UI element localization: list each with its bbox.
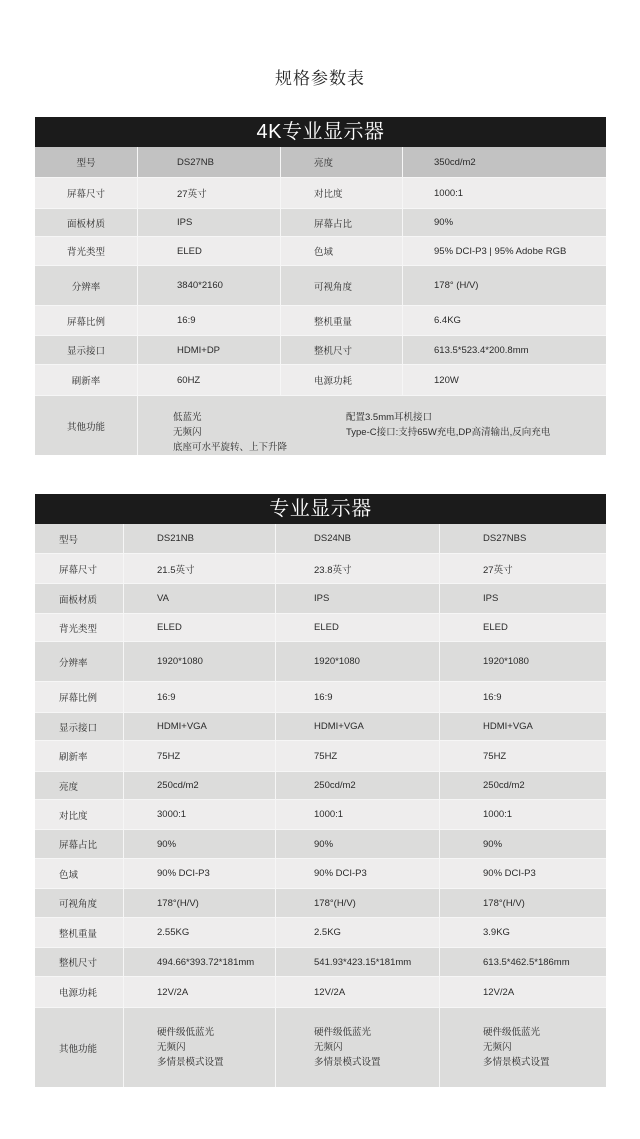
row-label: 对比度	[280, 178, 402, 208]
table-row	[35, 553, 606, 583]
row-label: 整机尺寸	[59, 958, 98, 969]
feature-text: 无频闪	[173, 427, 202, 438]
row-value: 178°(H/V)	[275, 889, 439, 917]
table-row	[35, 712, 606, 740]
row-label: 整机重量	[59, 928, 98, 940]
other-functions-left	[173, 410, 287, 455]
table-row	[35, 265, 606, 305]
row-label: 其他功能	[66, 421, 105, 433]
table-row	[35, 771, 606, 799]
table-title: 专业显示器	[35, 494, 606, 524]
row-value: 16:9	[439, 682, 606, 712]
row-value: 12V/2A	[439, 977, 606, 1007]
row-label: 电源功耗	[280, 365, 402, 395]
feature-text: Type-C接口:支持65W充电,DP高清输出,反向充电	[346, 427, 551, 438]
row-value: IPS	[439, 584, 606, 613]
table-row	[35, 976, 606, 1007]
row-label: 亮度	[59, 781, 79, 793]
row-label: 型号	[76, 158, 96, 169]
row-label: 屏幕尺寸	[59, 564, 98, 576]
other-functions-ds24nb	[275, 1008, 439, 1087]
row-value: DS27NBS	[439, 524, 606, 553]
row-label: 亮度	[280, 147, 402, 177]
row-value: 250cd/m2	[439, 772, 606, 799]
spec-table-pro	[35, 494, 606, 1087]
row-value: 250cd/m2	[123, 772, 275, 799]
row-label: 屏幕比例	[59, 693, 98, 704]
row-value: 120W	[402, 365, 606, 395]
row-label: 色域	[59, 869, 79, 881]
row-value: 60HZ	[137, 365, 280, 395]
feature-text: 低蓝光	[173, 412, 202, 423]
table-row	[35, 583, 606, 613]
row-value: 16:9	[275, 682, 439, 712]
feature-text: 多情景模式设置	[157, 1057, 224, 1068]
row-label: 刷新率	[71, 376, 101, 387]
row-value: HDMI+VGA	[439, 713, 606, 740]
row-value: 12V/2A	[123, 977, 275, 1007]
row-label: 背光类型	[66, 247, 105, 258]
row-value: 1000:1	[439, 800, 606, 829]
row-value: 90%	[439, 830, 606, 858]
row-value: 90%	[402, 209, 606, 236]
table-row	[35, 947, 606, 976]
row-label: 整机重量	[280, 306, 402, 335]
table-row	[35, 829, 606, 858]
row-label: 可视角度	[59, 899, 98, 910]
row-value: 1000:1	[402, 178, 606, 208]
row-value: DS27NB	[137, 147, 280, 177]
row-value: 178°(H/V)	[123, 889, 275, 917]
row-value: ELED	[123, 614, 275, 641]
row-label: 面板材质	[59, 594, 98, 606]
row-value: 90%	[275, 830, 439, 858]
row-value: 613.5*523.4*200.8mm	[402, 336, 606, 364]
row-value: 75HZ	[275, 741, 439, 771]
table-row	[35, 799, 606, 829]
other-functions-cell	[137, 396, 606, 455]
feature-text: 无频闪	[483, 1042, 512, 1053]
row-value: 541.93*423.15*181mm	[275, 948, 439, 976]
row-value: 3000:1	[123, 800, 275, 829]
row-value: 178° (H/V)	[402, 266, 606, 305]
feature-text: 多情景模式设置	[483, 1057, 550, 1068]
other-functions-ds27nbs	[439, 1008, 606, 1087]
table-row	[35, 236, 606, 265]
row-label: 分辨率	[71, 281, 101, 293]
row-value: 90% DCI-P3	[275, 859, 439, 888]
row-value: 3840*2160	[137, 266, 280, 305]
row-label: 其他功能	[59, 1043, 98, 1055]
row-value: HDMI+VGA	[275, 713, 439, 740]
row-value: ELED	[275, 614, 439, 641]
row-label: 屏幕比例	[66, 316, 105, 328]
row-value: 2.5KG	[275, 918, 439, 947]
feature-text: 无频闪	[157, 1042, 186, 1053]
row-value: ELED	[137, 237, 280, 265]
row-value: DS24NB	[275, 524, 439, 553]
row-value: 250cd/m2	[275, 772, 439, 799]
row-value: HDMI+VGA	[123, 713, 275, 740]
row-value: 95% DCI-P3 | 95% Adobe RGB	[402, 237, 606, 265]
row-value: DS21NB	[123, 524, 275, 553]
row-value: 21.5英寸	[123, 554, 275, 583]
row-label: 背光类型	[59, 623, 98, 635]
row-label: 面板材质	[66, 218, 105, 230]
table-row-other-functions	[35, 1007, 606, 1087]
row-value: 2.55KG	[123, 918, 275, 947]
row-value: 90% DCI-P3	[123, 859, 275, 888]
row-label: 电源功耗	[59, 988, 98, 999]
table-row	[35, 364, 606, 395]
row-label: 显示接口	[66, 346, 105, 357]
other-functions-right	[346, 410, 550, 440]
table-row	[35, 177, 606, 208]
row-label: 屏幕占比	[59, 840, 98, 851]
table-row	[35, 208, 606, 236]
row-label: 整机尺寸	[280, 336, 402, 364]
row-label: 刷新率	[59, 752, 88, 763]
table-row	[35, 858, 606, 888]
table-title: 4K专业显示器	[35, 117, 606, 147]
row-label: 色域	[280, 237, 402, 265]
table-row	[35, 888, 606, 917]
row-label: 屏幕占比	[280, 209, 402, 236]
row-value: 16:9	[123, 682, 275, 712]
row-value: VA	[123, 584, 275, 613]
table-row	[35, 524, 606, 553]
row-value: 27英寸	[137, 178, 280, 208]
row-value: 1000:1	[275, 800, 439, 829]
row-value: 1920*1080	[439, 642, 606, 681]
row-value: 3.9KG	[439, 918, 606, 947]
row-value: ELED	[439, 614, 606, 641]
feature-text: 底座可水平旋转、上下升降	[173, 442, 288, 453]
page-title: 规格参数表	[275, 69, 365, 88]
table-row	[35, 917, 606, 947]
row-value: 75HZ	[123, 741, 275, 771]
row-value: 1920*1080	[275, 642, 439, 681]
row-value: IPS	[137, 209, 280, 236]
row-value: 178°(H/V)	[439, 889, 606, 917]
row-label: 显示接口	[59, 722, 98, 734]
feature-text: 无频闪	[314, 1042, 343, 1053]
other-functions-ds21nb	[123, 1008, 275, 1087]
feature-text: 硬件级低蓝光	[157, 1027, 215, 1038]
row-value: 16:9	[137, 306, 280, 335]
row-value: 6.4KG	[402, 306, 606, 335]
feature-text: 硬件级低蓝光	[314, 1027, 372, 1038]
table-row	[35, 740, 606, 771]
row-value: 350cd/m2	[402, 147, 606, 177]
row-value: 12V/2A	[275, 977, 439, 1007]
feature-text: 多情景模式设置	[314, 1057, 381, 1068]
row-label: 可视角度	[280, 266, 402, 305]
feature-text: 硬件级低蓝光	[483, 1027, 541, 1038]
table-row-other-functions	[35, 395, 606, 455]
row-value: 90%	[123, 830, 275, 858]
feature-text: 配置3.5mm耳机接口	[346, 412, 433, 423]
row-value: 27英寸	[439, 554, 606, 583]
table-row	[35, 147, 606, 177]
row-label: 型号	[59, 534, 79, 546]
table-row	[35, 613, 606, 641]
row-value: 23.8英寸	[275, 554, 439, 583]
row-label: 对比度	[59, 810, 88, 822]
table-row	[35, 681, 606, 712]
table-row	[35, 305, 606, 335]
table-row	[35, 335, 606, 364]
row-value: 90% DCI-P3	[439, 859, 606, 888]
row-value: 494.66*393.72*181mm	[123, 948, 275, 976]
table-row	[35, 641, 606, 681]
spec-table-4k	[35, 117, 606, 455]
row-label: 屏幕尺寸	[66, 189, 105, 200]
row-label: 分辨率	[59, 657, 88, 669]
row-value: HDMI+DP	[137, 336, 280, 364]
row-value: 1920*1080	[123, 642, 275, 681]
row-value: 75HZ	[439, 741, 606, 771]
row-value: 613.5*462.5*186mm	[439, 948, 606, 976]
row-value: IPS	[275, 584, 439, 613]
